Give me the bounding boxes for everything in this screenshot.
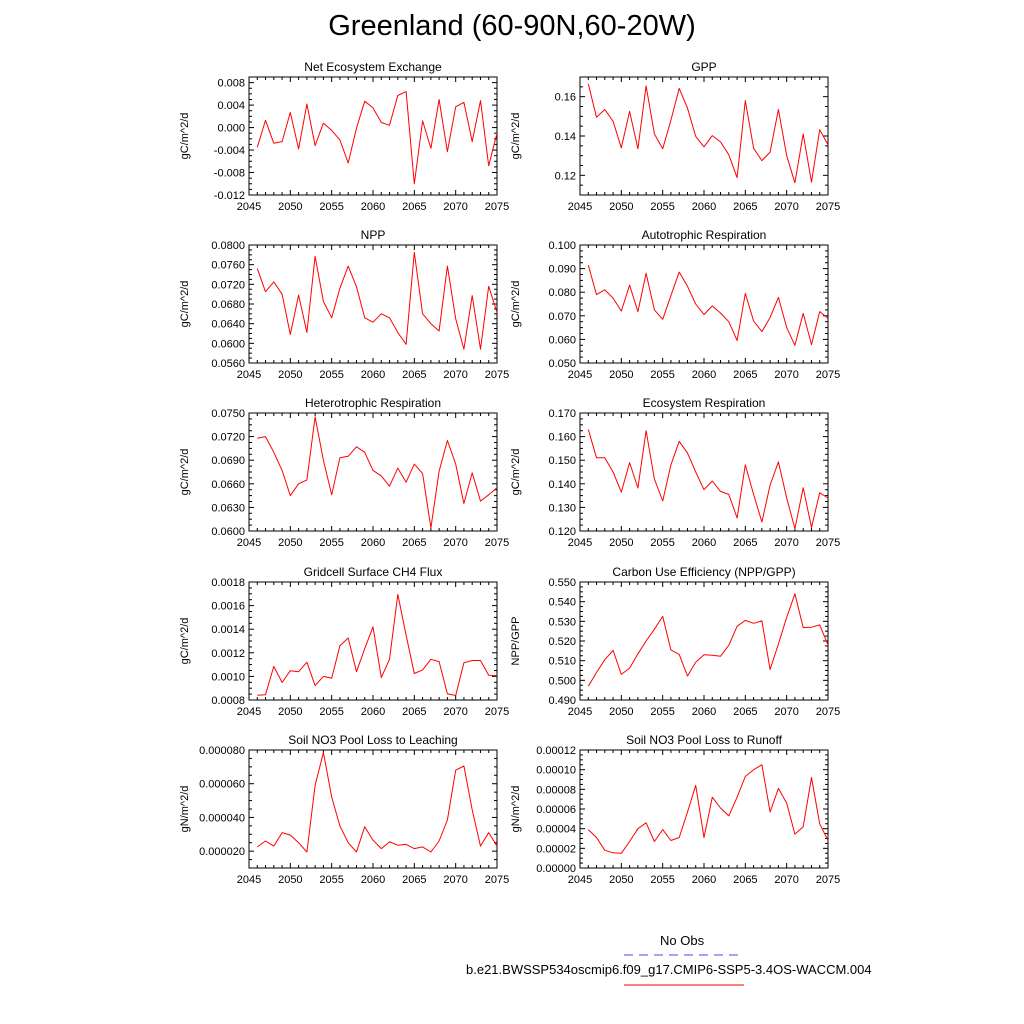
chart-panel-2 (179, 228, 509, 381)
y-axis-label: gC/m^2/d (179, 112, 191, 160)
y-tick-label: 0.540 (548, 596, 576, 609)
x-tick-label: 2050 (609, 201, 634, 213)
x-tick-label: 2065 (402, 369, 427, 381)
x-tick-label: 2070 (774, 874, 799, 886)
x-tick-label: 2060 (360, 201, 386, 213)
x-tick-label: 2070 (443, 874, 468, 886)
x-tick-label: 2050 (278, 201, 303, 213)
chart-title: Carbon Use Efficiency (NPP/GPP) (612, 565, 796, 579)
x-tick-label: 2060 (360, 706, 386, 718)
x-tick-label: 2070 (774, 201, 799, 213)
x-tick-label: 2060 (691, 201, 717, 213)
y-axis-label: gC/m^2/d (510, 280, 522, 328)
x-tick-label: 2045 (567, 369, 593, 381)
chart-title: Soil NO3 Pool Loss to Runoff (626, 733, 782, 747)
legend-model-label: b.e21.BWSSP534oscmip6.f09_g17.CMIP6-SSP5-3.4OS-WACCM.004 (466, 962, 872, 977)
x-tick-label: 2070 (443, 369, 468, 381)
y-tick-label: 0.008 (217, 77, 245, 90)
series-line (588, 265, 828, 345)
chart-title: Net Ecosystem Exchange (304, 60, 442, 74)
y-tick-label: 0.520 (548, 636, 576, 648)
series-line (257, 252, 497, 349)
y-tick-label: 0.0014 (211, 624, 245, 637)
x-tick-label: 2065 (402, 201, 427, 213)
y-tick-label: 0.000 (217, 122, 245, 135)
x-tick-label: 2055 (319, 874, 344, 886)
x-tick-label: 2075 (815, 369, 841, 381)
y-tick-label: 0.0600 (211, 338, 245, 351)
x-tick-label: 2050 (278, 537, 303, 549)
chart-panel-1 (510, 60, 840, 213)
y-tick-label: 0.490 (548, 695, 576, 707)
x-tick-label: 2055 (650, 537, 675, 549)
plot-frame (580, 750, 828, 868)
x-tick-label: 2060 (691, 706, 717, 718)
y-tick-label: 0.100 (548, 240, 576, 252)
chart-title: Soil NO3 Pool Loss to Leaching (288, 733, 458, 747)
y-tick-label: 0.0018 (211, 577, 245, 589)
x-tick-label: 2055 (650, 874, 675, 886)
x-tick-label: 2045 (236, 369, 262, 381)
x-tick-label: 2050 (278, 706, 303, 718)
y-tick-label: 0.000020 (199, 846, 245, 859)
y-tick-label: 0.00002 (536, 843, 576, 856)
x-tick-label: 2065 (733, 874, 758, 886)
y-tick-label: 0.0750 (211, 408, 245, 420)
y-tick-label: 0.0630 (211, 502, 245, 515)
x-tick-label: 2055 (319, 201, 344, 213)
x-tick-label: 2070 (774, 537, 799, 549)
x-tick-label: 2050 (609, 537, 634, 549)
series-line (588, 84, 828, 183)
chart-title: GPP (691, 60, 717, 74)
y-tick-label: 0.004 (217, 100, 245, 113)
x-tick-label: 2070 (443, 201, 468, 213)
x-tick-label: 2045 (567, 874, 593, 886)
y-tick-label: 0.0016 (211, 600, 245, 613)
y-tick-label: 0.0680 (211, 299, 245, 311)
x-tick-label: 2045 (567, 706, 593, 718)
x-tick-label: 2050 (609, 369, 634, 381)
x-tick-label: 2045 (236, 874, 262, 886)
y-tick-label: 0.500 (548, 675, 576, 688)
y-axis-label: NPP/GPP (510, 616, 522, 666)
y-tick-label: 0.000040 (199, 812, 245, 825)
y-tick-label: 0.050 (548, 358, 576, 370)
x-tick-label: 2075 (815, 201, 841, 213)
y-tick-label: 0.150 (548, 455, 576, 468)
legend-lines (624, 955, 744, 985)
y-tick-label: 0.0690 (211, 455, 245, 468)
plot-frame (249, 245, 497, 363)
x-tick-label: 2055 (319, 706, 344, 718)
chart-panel-7 (510, 565, 840, 718)
chart-panel-5 (510, 396, 840, 549)
y-tick-label: 0.160 (548, 431, 576, 444)
x-tick-label: 2045 (236, 537, 262, 549)
y-tick-label: 0.0720 (211, 431, 245, 444)
y-tick-label: 0.070 (548, 310, 576, 323)
y-tick-label: 0.0012 (211, 647, 245, 660)
y-tick-label: 0.000060 (199, 778, 245, 791)
y-tick-label: 0.16 (554, 91, 576, 104)
chart-panel-6 (179, 565, 509, 718)
y-tick-label: 0.140 (548, 478, 576, 491)
x-tick-label: 2045 (567, 537, 593, 549)
x-tick-label: 2050 (609, 706, 634, 718)
x-tick-label: 2055 (319, 369, 344, 381)
y-tick-label: 0.00012 (536, 745, 576, 757)
y-tick-label: 0.00006 (536, 804, 576, 816)
x-tick-label: 2065 (733, 537, 758, 549)
series-line (588, 430, 828, 529)
chart-panel-3 (510, 228, 840, 381)
x-tick-label: 2065 (733, 706, 758, 718)
x-tick-label: 2075 (484, 201, 510, 213)
series-line (257, 594, 497, 695)
x-tick-label: 2075 (815, 874, 841, 886)
y-tick-label: 0.00000 (536, 863, 576, 875)
chart-title: NPP (360, 228, 386, 242)
series-line (588, 765, 828, 854)
chart-panel-4 (179, 396, 509, 549)
x-tick-label: 2070 (774, 369, 799, 381)
y-tick-label: 0.0600 (211, 526, 245, 538)
x-tick-label: 2065 (733, 369, 758, 381)
y-axis-label: gC/m^2/d (510, 112, 522, 160)
y-axis-label: gC/m^2/d (179, 448, 191, 496)
y-tick-label: 0.0640 (211, 318, 245, 331)
plot-frame (580, 582, 828, 700)
y-axis-label: gC/m^2/d (179, 280, 191, 328)
chart-panel-0 (179, 60, 509, 213)
x-tick-label: 2060 (360, 874, 386, 886)
chart-title: Ecosystem Respiration (642, 396, 766, 410)
y-tick-label: 0.00008 (536, 784, 576, 797)
y-tick-label: 0.0010 (211, 671, 245, 684)
y-tick-label: 0.120 (548, 526, 576, 538)
y-tick-label: 0.12 (554, 170, 576, 183)
y-axis-label: gC/m^2/d (510, 448, 522, 496)
y-tick-label: 0.080 (548, 287, 576, 300)
y-tick-label: 0.00010 (536, 764, 576, 777)
plot-frame (249, 582, 497, 700)
y-tick-label: 0.060 (548, 334, 576, 347)
y-tick-label: 0.0720 (211, 279, 245, 292)
series-line (257, 417, 497, 528)
chart-title: Heterotrophic Respiration (304, 396, 442, 410)
x-tick-label: 2055 (650, 369, 675, 381)
y-axis-label: gC/m^2/d (179, 617, 191, 665)
x-tick-label: 2070 (443, 537, 468, 549)
y-tick-label: 0.000080 (199, 745, 245, 757)
chart-title: Autotrophic Respiration (641, 228, 767, 242)
x-tick-label: 2045 (567, 201, 593, 213)
x-tick-label: 2075 (484, 537, 510, 549)
x-tick-label: 2045 (236, 201, 262, 213)
x-tick-label: 2050 (278, 874, 303, 886)
x-tick-label: 2050 (609, 874, 634, 886)
x-tick-label: 2075 (484, 874, 510, 886)
x-tick-label: 2055 (319, 537, 344, 549)
plot-frame (249, 77, 497, 195)
x-tick-label: 2065 (402, 874, 427, 886)
page-title: Greenland (60-90N,60-20W) (328, 10, 696, 42)
y-tick-label: 0.14 (554, 131, 576, 143)
y-tick-label: 0.0560 (211, 358, 245, 370)
chart-panel-9 (510, 733, 840, 886)
x-tick-label: 2075 (815, 706, 841, 718)
y-tick-label: 0.00004 (536, 823, 576, 836)
x-tick-label: 2075 (815, 537, 841, 549)
x-tick-label: 2070 (443, 706, 468, 718)
y-tick-label: 0.090 (548, 263, 576, 276)
x-tick-label: 2060 (360, 369, 386, 381)
y-tick-label: 0.550 (548, 577, 576, 589)
x-tick-label: 2065 (402, 706, 427, 718)
chart-title: Gridcell Surface CH4 Flux (303, 565, 443, 579)
x-tick-label: 2065 (733, 201, 758, 213)
y-axis-label: gN/m^2/d (179, 785, 191, 833)
x-tick-label: 2060 (691, 369, 717, 381)
y-tick-label: -0.008 (213, 167, 245, 180)
y-tick-label: 0.0760 (211, 259, 245, 272)
series-line (588, 594, 828, 686)
x-tick-label: 2075 (484, 706, 510, 718)
chart-panel-8 (179, 733, 509, 886)
y-tick-label: 0.0008 (211, 695, 245, 707)
y-axis-label: gN/m^2/d (510, 785, 522, 833)
legend-obs-label: No Obs (660, 933, 705, 948)
y-tick-label: 0.510 (548, 655, 576, 668)
y-tick-label: 0.0800 (211, 240, 245, 252)
y-tick-label: -0.004 (213, 145, 245, 158)
series-line (257, 92, 497, 184)
y-tick-label: 0.0660 (211, 478, 245, 491)
x-tick-label: 2075 (484, 369, 510, 381)
series-line (257, 753, 497, 853)
x-tick-label: 2055 (650, 706, 675, 718)
x-tick-label: 2045 (236, 706, 262, 718)
plot-frame (249, 413, 497, 531)
y-tick-label: -0.012 (213, 190, 245, 202)
y-tick-label: 0.170 (548, 408, 576, 420)
x-tick-label: 2060 (691, 537, 717, 549)
x-tick-label: 2070 (774, 706, 799, 718)
x-tick-label: 2065 (402, 537, 427, 549)
y-tick-label: 0.530 (548, 616, 576, 629)
x-tick-label: 2055 (650, 201, 675, 213)
x-tick-label: 2060 (691, 874, 717, 886)
x-tick-label: 2050 (278, 369, 303, 381)
x-tick-label: 2060 (360, 537, 386, 549)
y-tick-label: 0.130 (548, 502, 576, 515)
